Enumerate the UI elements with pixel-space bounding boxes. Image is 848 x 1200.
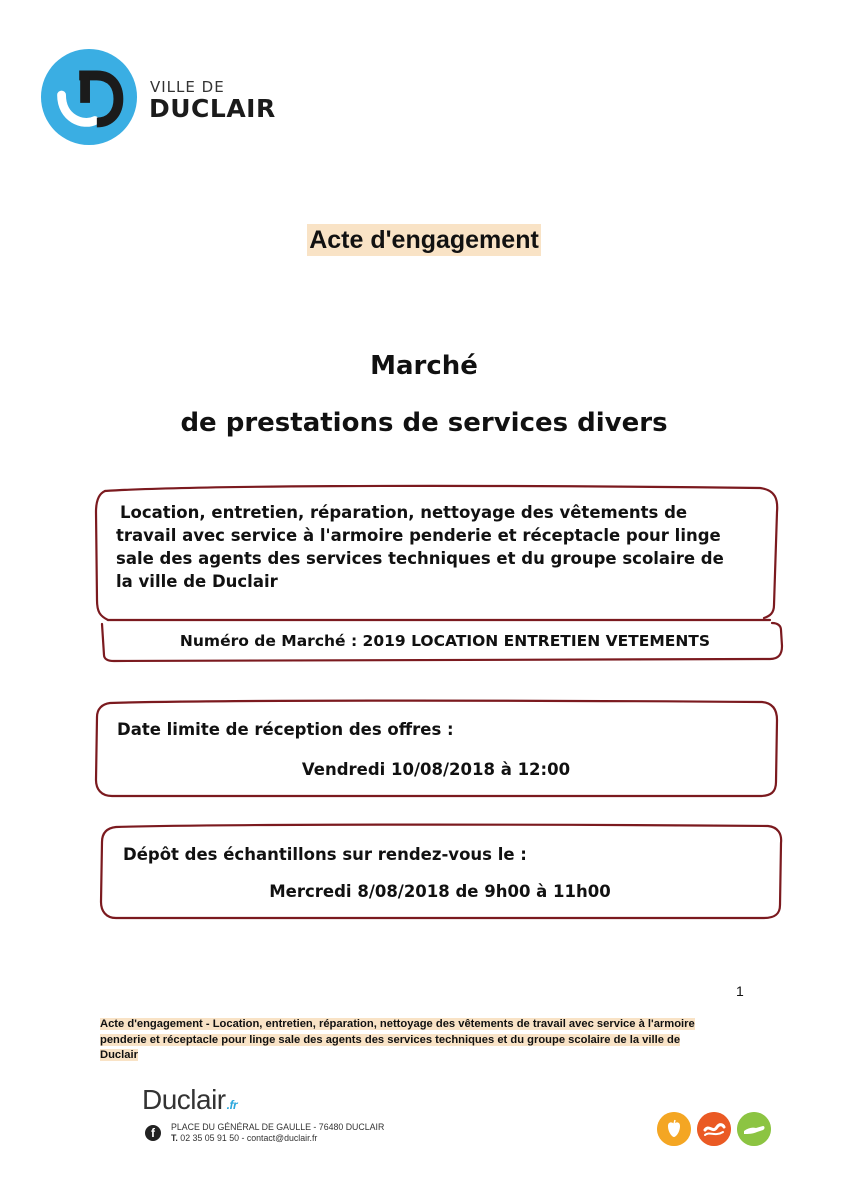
phone-prefix: T. xyxy=(171,1133,178,1143)
samples-value: Mercredi 8/08/2018 de 9h00 à 11h00 xyxy=(269,882,611,901)
footer-brand-name: Duclair xyxy=(142,1084,226,1115)
numero-marche: Numéro de Marché : 2019 LOCATION ENTRETIEN VETEMENTS xyxy=(179,632,711,650)
footer-brand-suffix: .fr xyxy=(226,1098,238,1112)
logo-subtitle: VILLE DE xyxy=(150,78,225,96)
document-subtitle-1: Marché xyxy=(370,351,478,381)
page-number: 1 xyxy=(736,983,744,999)
deadline-value: Vendredi 10/08/2018 à 12:00 xyxy=(301,760,571,779)
footer-note-line: penderie et réceptacle pour linge sale des agents des services techniques et du groupe scolaire de la ville de xyxy=(100,1033,681,1046)
description-line: sale des agents des services techniques et du groupe scolaire de xyxy=(116,549,724,568)
footer-address xyxy=(171,1122,384,1144)
apple-icon xyxy=(657,1112,691,1146)
description-line: travail avec service à l'armoire penderie et réceptacle pour linge xyxy=(116,526,721,545)
footer-note-line: Duclair xyxy=(100,1049,138,1061)
contact-line: 02 35 05 91 50 - contact@duclair.fr xyxy=(180,1133,318,1143)
facebook-icon[interactable]: f xyxy=(145,1125,161,1141)
footer-brand xyxy=(142,1084,237,1116)
samples-label: Dépôt des échantillons sur rendez-vous le : xyxy=(123,845,527,864)
wave-icon xyxy=(697,1112,731,1146)
footer-note xyxy=(100,1017,760,1064)
document-title-text: Acte d'engagement xyxy=(309,226,539,254)
description-block xyxy=(116,501,756,593)
footer-note-line: Acte d'engagement - Location, entretien, réparation, nettoyage des vêtements de travail avec service à l'armoire xyxy=(100,1018,695,1030)
logo-title: DUCLAIR xyxy=(149,94,276,123)
description-line: la ville de Duclair xyxy=(116,572,278,591)
hand-icon xyxy=(737,1112,771,1146)
address-line: PLACE DU GÉNÉRAL DE GAULLE - 76480 DUCLAIR xyxy=(171,1122,385,1132)
deadline-label: Date limite de réception des offres : xyxy=(117,720,454,739)
document-subtitle-2: de prestations de services divers xyxy=(180,408,668,438)
description-line: Location, entretien, réparation, nettoyage des vêtements de xyxy=(120,503,688,522)
